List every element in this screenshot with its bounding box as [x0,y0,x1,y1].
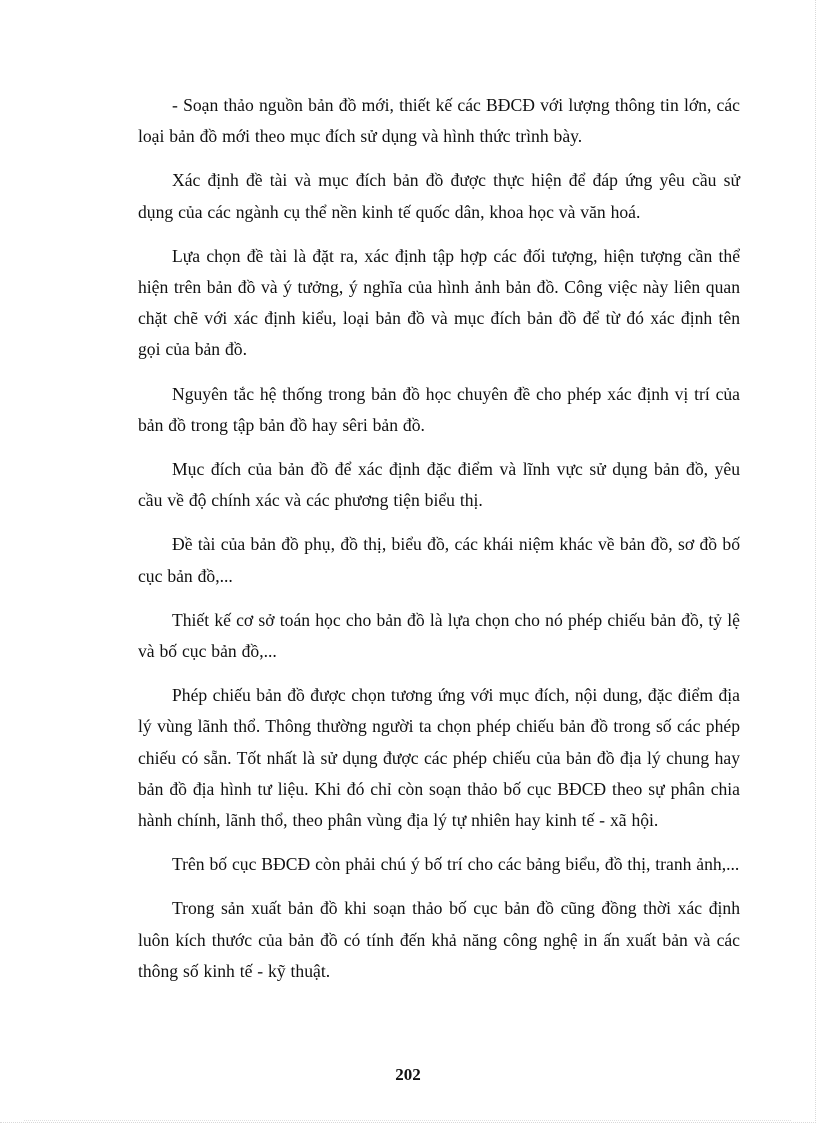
paragraph: Mục đích của bản đồ để xác định đặc điểm và lĩnh vực sử dụng bản đồ, yêu cầu về độ chính xác và các phương tiện biểu thị. [138,459,740,511]
paragraph: - Soạn thảo nguồn bản đồ mới, thiết kế các BĐCĐ với lượng thông tin lớn, các loại bản đồ mới theo mục đích sử dụng và hình thức trình bày. [138,95,740,147]
paragraph: Lựa chọn đề tài là đặt ra, xác định tập hợp các đối tượng, hiện tượng cần thể hiện trên bản đồ và ý tưởng, ý nghĩa của hình ảnh bản đồ. Công việc này liên quan chặt chẽ với xác định kiểu, loại bản đồ và mục đích bản đồ để từ đó xác định tên gọi của bản đồ. [138,245,740,360]
page-bottom-divider [24,1120,791,1121]
paragraph: Thiết kế cơ sở toán học cho bản đồ là lựa chọn cho nó phép chiếu bản đồ, tỷ lệ và bố cục bản đồ,... [138,609,740,662]
paragraph: Nguyên tắc hệ thống trong bản đồ học chuyên đề cho phép xác định vị trí của bản đồ trong tập bản đồ hay sêri bản đồ. [138,383,740,435]
paragraph: Phép chiếu bản đồ được chọn tương ứng với mục đích, nội dung, đặc điểm địa lý vùng lãnh thổ. Thông thường người ta chọn phép chiếu bản đồ trong số các phép chiếu có sẵn. Tốt nhất là sử dụng được các phép chiếu của bản đồ địa lý chung hay bản đồ địa hình tư liệu. Khi đó chỉ còn soạn thảo bố cục BĐCĐ theo sự phân chia hành chính, lãnh thổ, theo phân vùng địa lý tự nhiên hay kinh tế - xã hội. [138,685,740,831]
document-body [138,90,740,1000]
page-number: 202 [395,1065,421,1084]
paragraph: Trên bố cục BĐCĐ còn phải chú ý bố trí cho các bảng biểu, đồ thị, tranh ảnh,... [172,854,740,875]
paragraph: Đề tài của bản đồ phụ, đồ thị, biểu đồ, các khái niệm khác về bản đồ, sơ đồ bố cục bản đồ,... [138,534,740,586]
paragraph: Xác định đề tài và mục đích bản đồ được thực hiện để đáp ứng yêu cầu sử dụng của các ngành cụ thể nền kinh tế quốc dân, khoa học và văn hoá. [138,170,740,222]
paragraph: Trong sản xuất bản đồ khi soạn thảo bố cục bản đồ cũng đồng thời xác định luôn kích thước của bản đồ có tính đến khả năng công nghệ in ấn xuất bản và các thông số kinh tế - kỹ thuật. [138,898,740,981]
